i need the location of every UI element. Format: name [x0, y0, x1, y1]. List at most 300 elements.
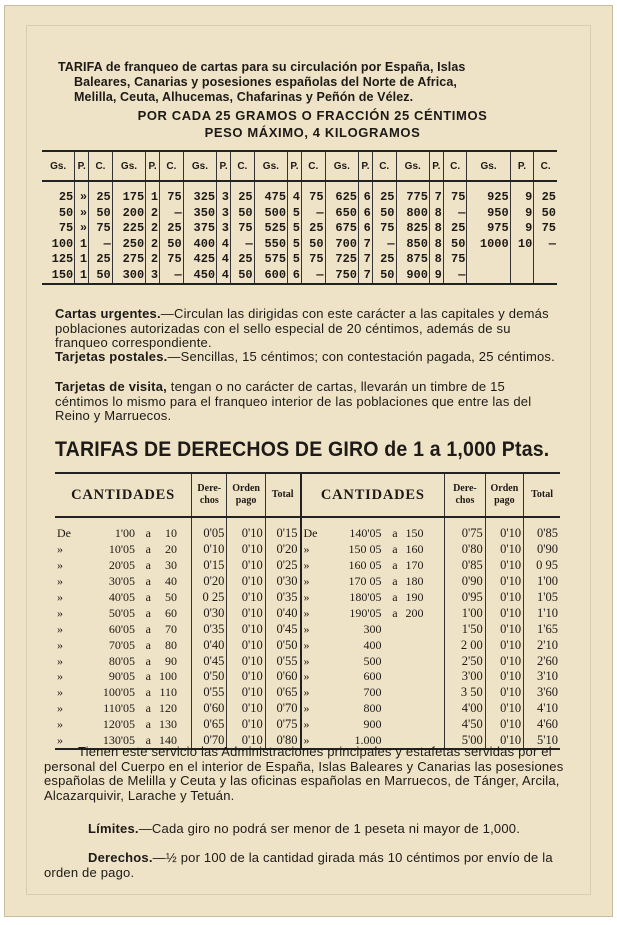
franqueo-cell: — [534, 237, 557, 253]
franqueo-cell: 25 [58, 190, 74, 205]
franqueo-cell: 7 [359, 252, 373, 268]
franqueo-cell: 425 [183, 252, 216, 268]
total-cell: 2'60 [524, 653, 560, 669]
franqueo-cell: 75 [58, 221, 74, 236]
orden-pago-cell: 0'10 [227, 685, 265, 701]
franqueo-cell: 775 [396, 181, 429, 206]
tarjetas-postales-title: Tarjetas postales. [55, 349, 168, 364]
franqueo-cell: 50 [301, 237, 325, 253]
col-header: C. [231, 151, 255, 181]
franqueo-cell: 800 [396, 206, 429, 222]
cantidad-from: 90'05 [108, 669, 135, 684]
derechos-cell: 0'20 [192, 574, 227, 590]
giro-row [55, 574, 560, 590]
col-header: Gs. [183, 151, 216, 181]
cantidad-prefix: » [303, 542, 310, 557]
franqueo-cell: 225 [112, 221, 145, 237]
franqueo-cell: — [160, 206, 184, 222]
orden-pago-cell: 0'10 [227, 542, 265, 558]
franqueo-cell: 575 [254, 252, 287, 268]
franqueo-cell: 75 [301, 181, 325, 206]
total-cell: 0'25 [265, 558, 300, 574]
tarjetas-visita-title: Tarjetas de visita, [55, 379, 167, 394]
franqueo-cell: 625 [325, 181, 358, 206]
total-cell: 0'45 [265, 621, 300, 637]
franqueo-cell: 525 [254, 221, 287, 237]
cantidad-to: 30 [165, 558, 177, 573]
cantidad-prefix: » [303, 653, 310, 668]
derechos-cell: 0 25 [192, 590, 227, 606]
franqueo-cell: 4 [288, 181, 302, 206]
cantidad-from: 20'05 [108, 558, 135, 573]
cantidad-to: 80 [165, 637, 177, 652]
col-header: P. [510, 151, 534, 181]
derechos-cell: 0'95 [445, 590, 486, 606]
franqueo-row [42, 252, 557, 268]
franqueo-cell: 75 [443, 252, 467, 268]
cantidad-from: 800 [363, 701, 382, 716]
giro-row [55, 685, 560, 701]
cantidad-prefix: » [303, 558, 310, 573]
cantidad-cell [55, 590, 192, 606]
total-cell: 2'10 [524, 637, 560, 653]
franqueo-cell: 50 [443, 237, 467, 253]
cantidad-cell [301, 590, 445, 606]
cantidad-from: 1.000 [354, 733, 382, 748]
giro-row [55, 558, 560, 574]
franqueo-cell: 25 [372, 252, 396, 268]
franqueo-cell: 875 [396, 252, 429, 268]
total-cell: 4'60 [524, 717, 560, 733]
franqueo-cell: 9 [510, 206, 534, 222]
total-cell: 0'55 [265, 653, 300, 669]
orden-pago-cell: 0'10 [485, 653, 523, 669]
derechos-cell: 0'70 [192, 733, 227, 750]
franqueo-cell: 400 [183, 237, 216, 253]
cantidad-prefix: » [57, 558, 63, 573]
col-header: P. [75, 151, 89, 181]
franqueo-cell: » [75, 221, 89, 237]
franqueo-cell [534, 268, 557, 285]
orden-pago-cell: 0'10 [485, 590, 523, 606]
franqueo-cell: 75 [443, 181, 467, 206]
franqueo-cell: 2 [146, 237, 160, 253]
franqueo-cell [510, 252, 534, 268]
franqueo-cell: 900 [396, 268, 429, 285]
col-header: P. [217, 151, 231, 181]
cantidad-cell [55, 517, 192, 542]
orden-pago-cell: 0'10 [227, 605, 265, 621]
franqueo-cell: 9 [510, 181, 534, 206]
cantidad-from: 170 05 [348, 574, 382, 589]
cantidad-prefix: » [57, 621, 63, 636]
franqueo-cell [534, 252, 557, 268]
cantidad-prefix: De [57, 526, 71, 541]
franqueo-cell: — [372, 237, 396, 253]
orden-pago-cell: 0'10 [485, 517, 523, 542]
cantidad-a: a [392, 574, 398, 589]
franqueo-cell: 25 [301, 221, 325, 237]
franqueo-cell: — [443, 206, 467, 222]
cantidad-prefix: » [303, 685, 310, 700]
franqueo-table [42, 150, 557, 285]
cantidad-from: 140'05 [349, 526, 382, 541]
franqueo-cell: 25 [231, 252, 255, 268]
franqueo-cell: 50 [160, 237, 184, 253]
cantidad-prefix: » [303, 669, 310, 684]
franqueo-cell: 350 [183, 206, 216, 222]
derechos-cell: 0'50 [192, 669, 227, 685]
cantidad-prefix: » [57, 542, 63, 557]
orden-pago-cell: 0'10 [227, 517, 265, 542]
cantidad-from: 180'05 [349, 590, 382, 604]
total-cell: 0'30 [265, 574, 300, 590]
franqueo-cell: 8 [429, 206, 443, 222]
franqueo-cell: 3 [146, 268, 160, 285]
cartas-urgentes-title: Cartas urgentes. [55, 306, 161, 321]
franqueo-cell: 4 [217, 237, 231, 253]
derechos-header: Dere-chos [445, 473, 486, 517]
franqueo-cell: — [301, 268, 325, 285]
derechos-cell: 0'55 [192, 685, 227, 701]
col-header: C. [372, 151, 396, 181]
cartas-urgentes-text: —Circulan las dirigidas con este carácter a las capitales y demás poblaciones autorizadas con el sello especial de 20 céntimos, además de su franqueo correspondiente. [55, 306, 549, 350]
cantidad-to: 90 [165, 653, 177, 668]
cantidad-prefix: » [57, 574, 63, 589]
derechos-cell: 0'45 [192, 653, 227, 669]
cantidad-cell [55, 558, 192, 574]
cantidad-to: 10 [165, 526, 177, 541]
cantidad-prefix: » [303, 574, 310, 589]
franqueo-cell: 25 [160, 221, 184, 237]
col-header: Gs. [42, 151, 75, 181]
franqueo-cell: 7 [359, 237, 373, 253]
cantidad-from: 190'05 [349, 605, 382, 620]
franqueo-cell: 50 [372, 268, 396, 285]
derechos-note [44, 851, 564, 880]
franqueo-header-row [42, 151, 557, 181]
franqueo-cell: 1 [75, 268, 89, 285]
franqueo-cell: 100 [51, 236, 74, 251]
franqueo-cell: 1 [75, 237, 89, 253]
limites-title: Límites. [88, 821, 139, 836]
orden-pago-cell: 0'10 [227, 558, 265, 574]
cantidad-prefix: » [303, 717, 310, 732]
franqueo-cell: 250 [112, 237, 145, 253]
franqueo-cell: 3 [217, 181, 231, 206]
cantidad-to: 60 [165, 605, 177, 620]
franqueo-cell: 9 [429, 268, 443, 285]
franqueo-cell: 2 [146, 206, 160, 222]
giro-row [55, 590, 560, 606]
cantidad-cell [301, 637, 445, 653]
cantidad-from: 600 [363, 669, 382, 684]
cantidad-cell [55, 685, 192, 701]
franqueo-cell: 6 [359, 181, 373, 206]
franqueo-cell: 3 [217, 221, 231, 237]
cantidad-a: a [145, 574, 151, 589]
franqueo-cell: 600 [254, 268, 287, 285]
col-header: P. [359, 151, 373, 181]
derechos-cell: 5'00 [445, 733, 486, 750]
cantidad-a: a [145, 717, 151, 732]
cantidad-from: 110'05 [103, 701, 135, 716]
cantidad-cell [55, 605, 192, 621]
franqueo-cell: 75 [372, 221, 396, 237]
franqueo-cell: 725 [325, 252, 358, 268]
franqueo-cell: 925 [467, 181, 510, 206]
total-cell: 0'20 [265, 542, 300, 558]
franqueo-cell: 4 [217, 268, 231, 285]
franqueo-cell: 8 [429, 252, 443, 268]
cantidad-from: 900 [363, 717, 382, 732]
cantidad-prefix: » [303, 637, 310, 652]
total-header: Total [524, 473, 560, 517]
cantidad-cell [301, 685, 445, 701]
orden-pago-cell: 0'10 [227, 717, 265, 733]
franqueo-cell: 4 [217, 252, 231, 268]
total-cell: 0 95 [524, 558, 560, 574]
derechos-cell: 3'00 [445, 669, 486, 685]
total-cell: 0'15 [265, 517, 300, 542]
giro-title: TARIFAS DE DERECHOS DE GIRO de 1 a 1,000 Ptas. [55, 438, 550, 461]
giro-row [55, 653, 560, 669]
derechos-cell: 1'50 [445, 621, 486, 637]
cantidad-cell [301, 669, 445, 685]
orden-pago-cell: 0'10 [485, 733, 523, 750]
header-line-1: TARIFA de franqueo de cartas para su circulación por España, Islas [58, 60, 466, 74]
franqueo-cell: 25 [534, 181, 557, 206]
franqueo-cell: 50 [58, 205, 74, 220]
orden-pago-cell: 0'10 [227, 669, 265, 685]
cantidad-cell [55, 621, 192, 637]
cantidad-to: 20 [165, 542, 177, 557]
franqueo-row [42, 237, 557, 253]
total-cell: 0'80 [265, 733, 300, 750]
tarjetas-visita-text: tengan o no carácter de cartas, llevarán un timbre de 15 céntimos lo mismo para el franqueo interior de las poblaciones que entre las del Reino y Marruecos. [55, 379, 532, 423]
orden-pago-header: Orden pago [227, 473, 265, 517]
cantidad-prefix: » [303, 701, 310, 716]
total-cell: 1'10 [524, 605, 560, 621]
cantidad-from: 150 05 [348, 542, 382, 557]
cantidad-from: 300 [363, 621, 382, 636]
cantidad-a: a [145, 685, 151, 700]
orden-pago-cell: 0'10 [227, 621, 265, 637]
franqueo-cell [467, 268, 510, 285]
tarjetas-postales-note [55, 350, 560, 365]
franqueo-cell: 50 [89, 268, 113, 285]
franqueo-cell: 10 [510, 237, 534, 253]
cantidad-to: 110 [159, 685, 177, 700]
total-cell: 1'00 [524, 574, 560, 590]
cantidad-a: a [145, 669, 151, 684]
franqueo-cell: 50 [231, 268, 255, 285]
limites-note [44, 822, 564, 837]
cantidad-to: 130 [159, 717, 177, 732]
total-cell: 5'10 [524, 733, 560, 750]
franqueo-cell: — [231, 237, 255, 253]
derechos-cell: 2'50 [445, 653, 486, 669]
cantidad-to: 190 [405, 590, 424, 604]
col-header: Gs. [254, 151, 287, 181]
cantidad-a: a [145, 526, 151, 541]
franqueo-cell: 2 [146, 252, 160, 268]
franqueo-cell: 850 [396, 237, 429, 253]
total-cell: 0'90 [524, 542, 560, 558]
total-header: Total [265, 473, 300, 517]
cantidad-from: 500 [363, 653, 382, 668]
franqueo-cell: 9 [510, 221, 534, 237]
cantidad-to: 180 [405, 574, 424, 589]
cantidad-cell [301, 605, 445, 621]
franqueo-cell: 825 [396, 221, 429, 237]
franqueo-cell: 2 [146, 221, 160, 237]
franqueo-cell: — [301, 206, 325, 222]
orden-pago-cell: 0'10 [227, 701, 265, 717]
franqueo-cell: 7 [359, 268, 373, 285]
total-cell: 0'75 [265, 717, 300, 733]
franqueo-cell: 8 [429, 221, 443, 237]
total-cell: 1'65 [524, 621, 560, 637]
cantidad-prefix: » [57, 717, 63, 732]
cantidad-cell [301, 517, 445, 542]
franqueo-cell: 125 [51, 252, 74, 267]
cantidad-from: 120'05 [102, 717, 135, 732]
col-header: P. [146, 151, 160, 181]
col-header: Gs. [325, 151, 358, 181]
cantidad-to: 170 [405, 558, 424, 573]
col-header: P. [288, 151, 302, 181]
cantidad-cell [301, 542, 445, 558]
cantidad-from: 30'05 [108, 574, 135, 589]
franqueo-cell: 6 [288, 268, 302, 285]
cantidad-cell [301, 574, 445, 590]
franqueo-cell: 50 [231, 206, 255, 222]
derechos-cell: 4'50 [445, 717, 486, 733]
franqueo-cell: — [160, 268, 184, 285]
franqueo-cell: 75 [160, 181, 184, 206]
cantidades-header: CANTIDADES [301, 473, 445, 517]
franqueo-cell: 150 [42, 268, 75, 285]
franqueo-cell: 175 [112, 181, 145, 206]
total-cell: 4'10 [524, 701, 560, 717]
cantidad-prefix: » [57, 701, 63, 716]
col-header: P. [429, 151, 443, 181]
franqueo-cell: 500 [254, 206, 287, 222]
derechos-cell: 0'80 [445, 542, 486, 558]
col-header: C. [443, 151, 467, 181]
giro-row [55, 517, 560, 542]
franqueo-cell: 75 [301, 252, 325, 268]
cantidad-prefix: » [57, 733, 63, 748]
cantidad-from: 1'00 [114, 526, 135, 541]
cantidad-a: a [392, 542, 398, 557]
cantidad-from: 400 [363, 637, 382, 652]
cantidad-prefix: » [57, 653, 63, 668]
cantidad-prefix: » [303, 590, 310, 604]
cantidad-a: a [145, 701, 151, 716]
orden-pago-cell: 0'10 [485, 685, 523, 701]
cantidad-to: 200 [405, 605, 424, 620]
derechos-cell: 0'15 [192, 558, 227, 574]
franqueo-cell: 6 [359, 221, 373, 237]
col-header: C. [89, 151, 113, 181]
cantidad-a: a [145, 621, 151, 636]
derechos-header: Dere-chos [192, 473, 227, 517]
col-header: C. [160, 151, 184, 181]
franqueo-cell: 75 [231, 221, 255, 237]
cantidad-cell [55, 637, 192, 653]
derechos-cell: 3 50 [445, 685, 486, 701]
orden-pago-cell: 0'10 [485, 701, 523, 717]
orden-pago-cell: 0'10 [485, 574, 523, 590]
franqueo-cell: 450 [183, 268, 216, 285]
cantidad-prefix: » [57, 590, 63, 604]
cantidad-prefix: » [57, 605, 63, 620]
tarjetas-visita-note [55, 380, 560, 424]
franqueo-cell: 1000 [467, 237, 510, 253]
franqueo-cell: 950 [467, 206, 510, 222]
cantidad-a: a [392, 590, 398, 604]
total-cell: 0'65 [265, 685, 300, 701]
giro-row [55, 542, 560, 558]
header-line-2: Baleares, Canarias y posesiones españolas del Norte de Africa, [74, 75, 457, 89]
cantidad-a: a [392, 526, 398, 541]
cantidad-cell [301, 717, 445, 733]
cantidad-cell [55, 717, 192, 733]
orden-pago-cell: 0'10 [485, 558, 523, 574]
franqueo-cell: 5 [288, 237, 302, 253]
total-cell: 0'60 [265, 669, 300, 685]
total-cell: 0'35 [265, 590, 300, 606]
cantidad-from: 10'05 [108, 542, 135, 557]
cantidad-cell [55, 653, 192, 669]
cantidad-a: a [145, 605, 151, 620]
franqueo-cell: 200 [112, 206, 145, 222]
giro-row [55, 701, 560, 717]
orden-pago-header: Orden pago [485, 473, 523, 517]
cantidad-from: 70'05 [108, 637, 135, 652]
franqueo-cell: — [89, 237, 113, 253]
franqueo-cell: 6 [359, 206, 373, 222]
cantidad-cell [301, 558, 445, 574]
franqueo-cell: 50 [89, 206, 113, 222]
cantidad-prefix: » [57, 685, 63, 700]
col-header: Gs. [467, 151, 510, 181]
franqueo-cell: 25 [89, 252, 113, 268]
cantidad-to: 70 [165, 621, 177, 636]
giro-row [55, 717, 560, 733]
franqueo-cell: 675 [325, 221, 358, 237]
cantidad-a: a [145, 590, 151, 604]
franqueo-row [42, 221, 557, 237]
derechos-cell: 0'30 [192, 605, 227, 621]
cantidad-from: 60'05 [108, 621, 135, 636]
cantidad-cell [55, 701, 192, 717]
franqueo-cell: 375 [183, 221, 216, 237]
cantidad-cell [301, 653, 445, 669]
orden-pago-cell: 0'10 [485, 542, 523, 558]
franqueo-cell: 50 [534, 206, 557, 222]
cantidad-a: a [145, 733, 151, 748]
limites-text: —Cada giro no podrá ser menor de 1 peseta ni mayor de 1,000. [138, 821, 521, 836]
cantidad-cell [55, 574, 192, 590]
derechos-cell: 0'65 [192, 717, 227, 733]
tarjetas-postales-text: —Sencillas, 15 céntimos; con contestación pagada, 25 céntimos. [167, 349, 555, 364]
cantidad-a: a [392, 558, 398, 573]
franqueo-cell: 50 [372, 206, 396, 222]
giro-header-row [55, 473, 560, 517]
